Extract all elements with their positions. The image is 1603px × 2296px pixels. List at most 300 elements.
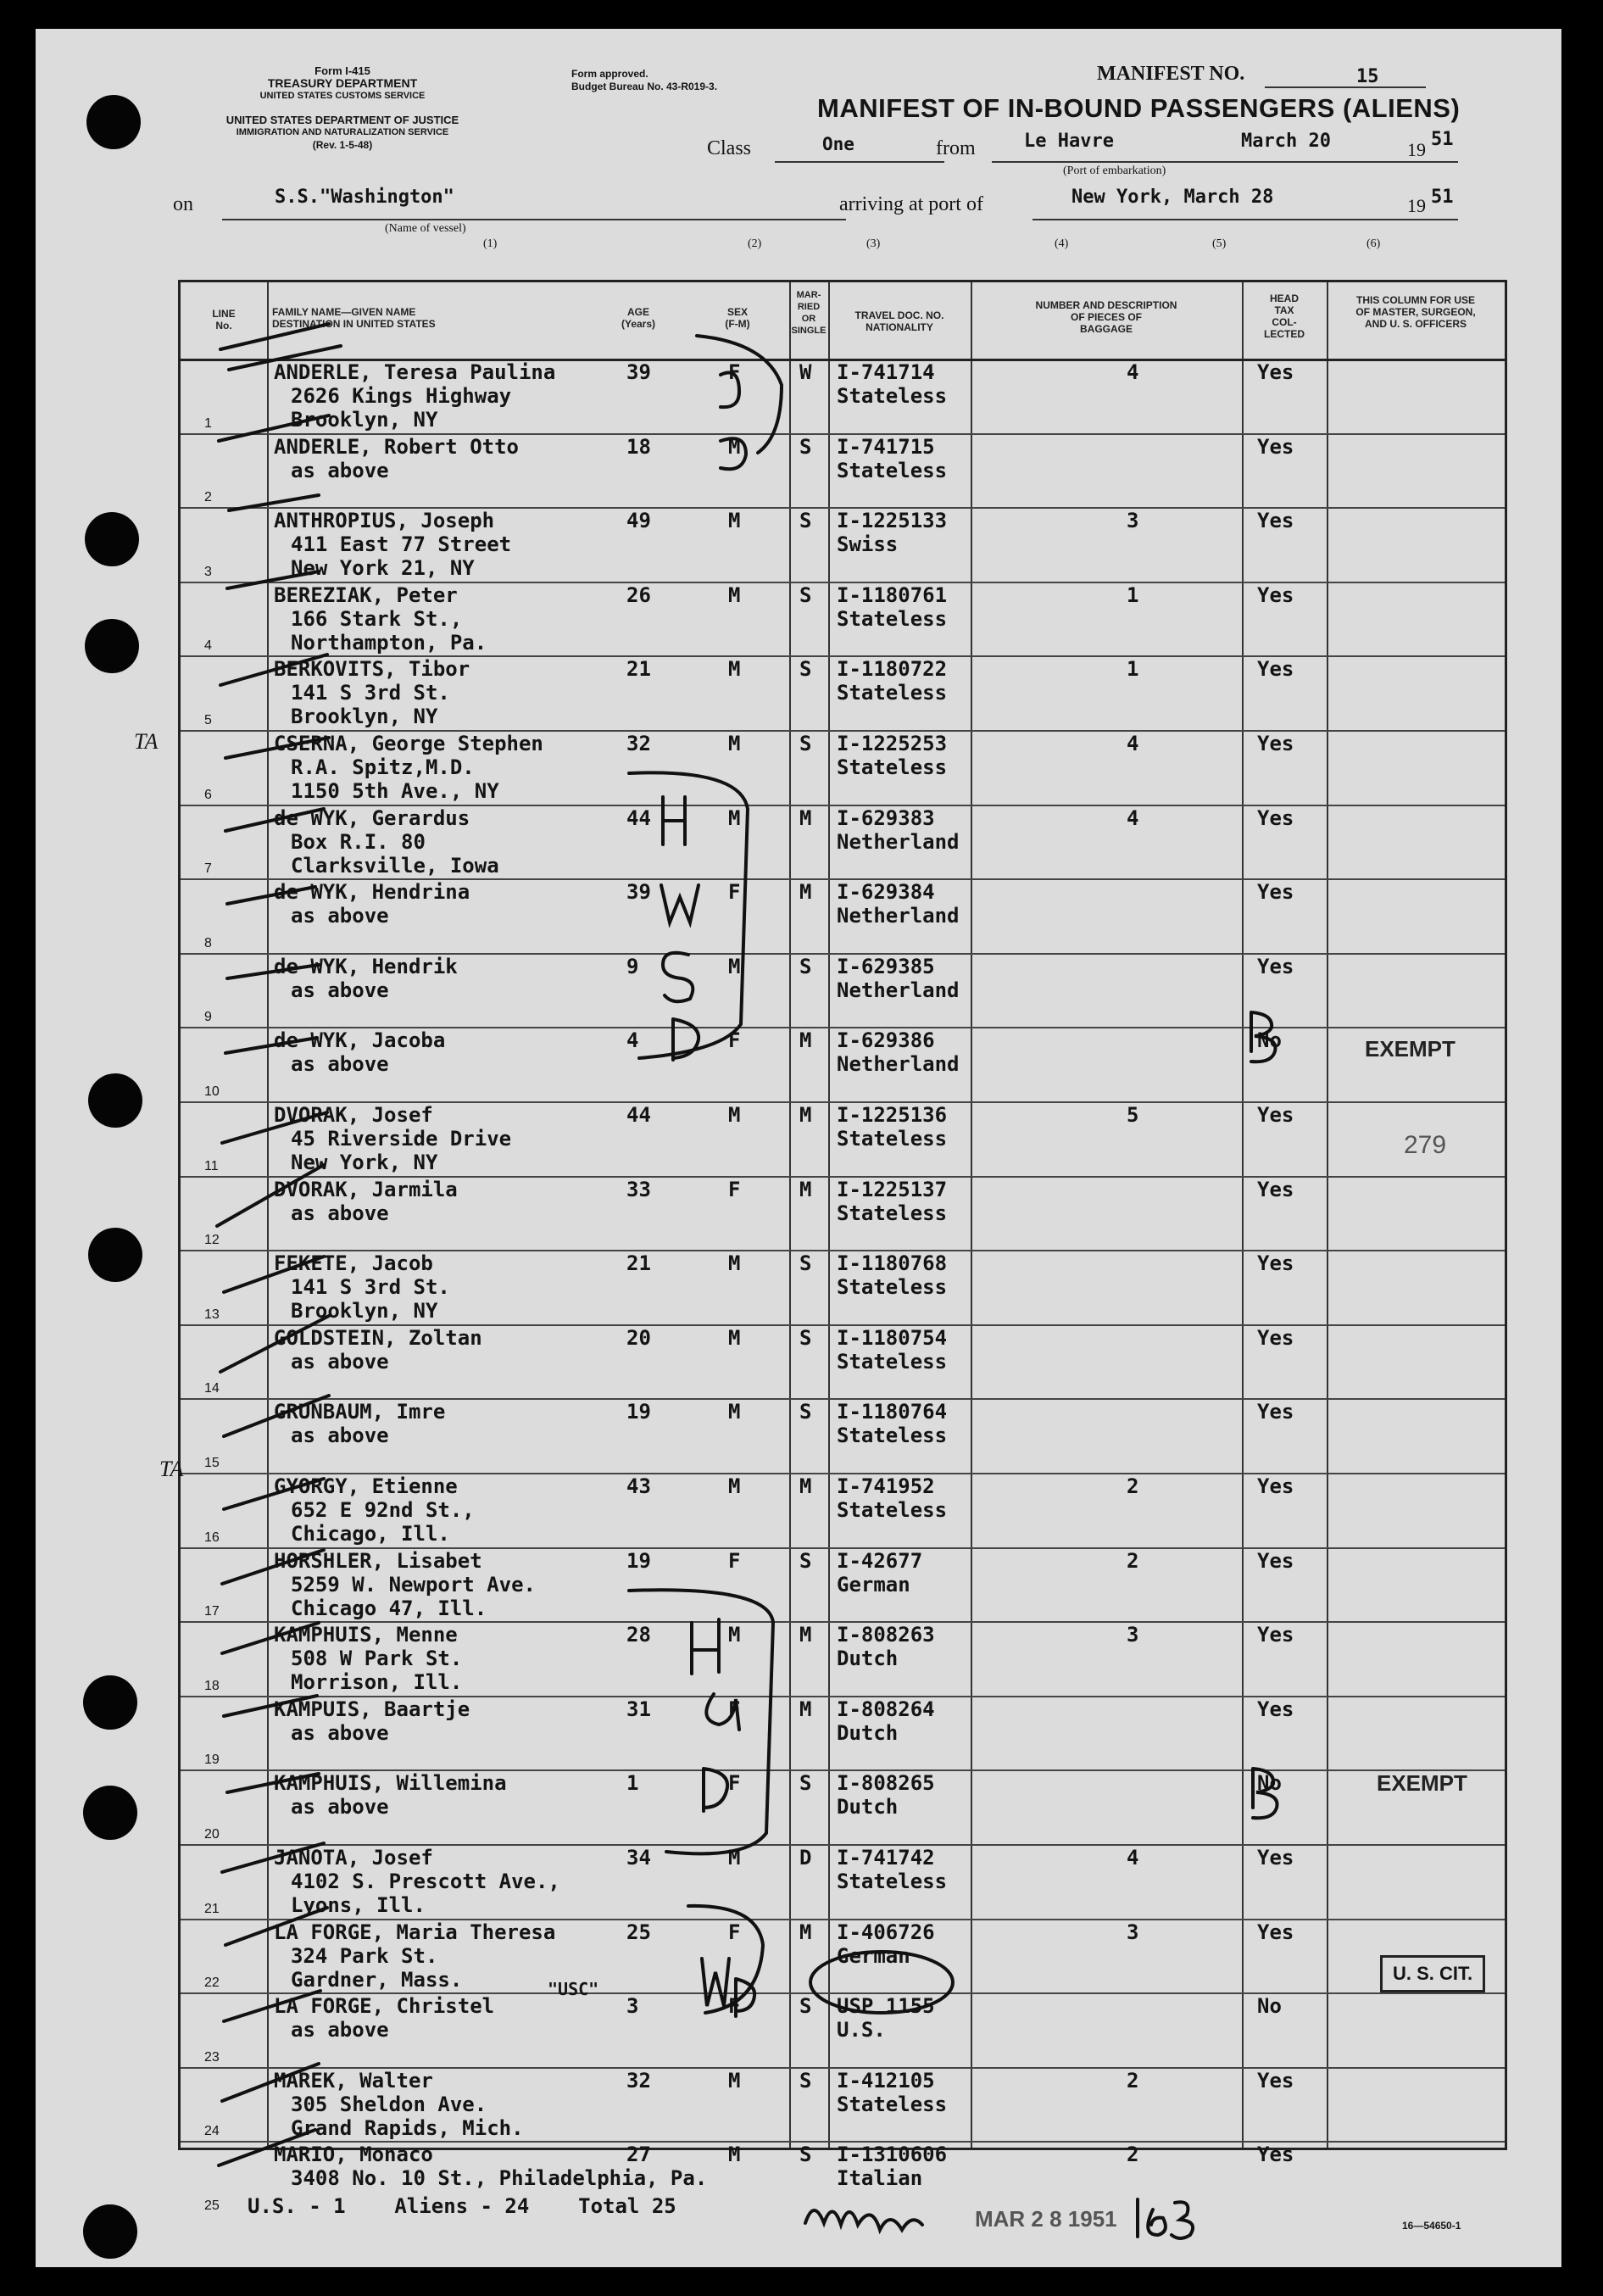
marital-status: S — [799, 1251, 812, 1276]
travel-doc-number: I-1180722 — [837, 657, 948, 682]
table-row — [181, 1769, 1505, 1846]
ins-service: IMMIGRATION AND NATURALIZATION SERVICE — [236, 127, 449, 137]
table-row — [181, 1547, 1505, 1624]
baggage-count: 4 — [1127, 805, 1139, 830]
table-row — [181, 1250, 1505, 1326]
marital-status: S — [799, 434, 812, 459]
table-row — [181, 359, 1505, 435]
marital-status: M — [799, 1028, 812, 1053]
travel-doc-number: I-629384 — [837, 880, 935, 905]
age: 27 — [626, 2143, 651, 2167]
baggage-count: 1 — [1127, 582, 1139, 607]
travel-doc-number: I-629386 — [837, 1028, 935, 1053]
travel-doc-number: USP 1155 — [837, 1994, 935, 2019]
destination-line-1: 305 Sheldon Ave. — [291, 2092, 487, 2116]
head-tax: Yes — [1257, 954, 1294, 978]
line-number: 16 — [204, 1530, 220, 1545]
age: 1 — [626, 1771, 639, 1796]
destination-line-2: 1150 5th Ave., NY — [291, 779, 499, 803]
table-row — [181, 1919, 1505, 1995]
revision: (Rev. 1-5-48) — [312, 139, 373, 151]
passenger-name: de WYK, Gerardus — [274, 805, 470, 830]
baggage-count: 4 — [1127, 1846, 1139, 1870]
nationality: Dutch — [837, 1647, 899, 1671]
head-tax: Yes — [1257, 1325, 1294, 1350]
head-tax: Yes — [1257, 805, 1294, 830]
age: 31 — [626, 1697, 651, 1721]
travel-doc-number: I-1225136 — [837, 1103, 948, 1127]
exempt-note-2: EXEMPT — [1377, 1770, 1467, 1796]
header-name: FAMILY NAME—GIVEN NAME DESTINATION IN UNITED STATES — [272, 306, 436, 330]
nationality: Stateless — [837, 1201, 948, 1225]
marital-status: W — [799, 360, 812, 384]
destination-line-1: 166 Stark St., — [291, 606, 463, 631]
form-approved: Form approved. — [571, 68, 648, 80]
table-row — [181, 730, 1505, 806]
sex: M — [728, 1846, 741, 1870]
marital-status: M — [799, 880, 812, 905]
baggage-count: 3 — [1127, 1920, 1139, 1944]
line-number: 10 — [204, 1084, 220, 1099]
line-number: 7 — [204, 861, 212, 877]
line-number: 14 — [204, 1381, 220, 1396]
destination-line-1: as above — [291, 2018, 389, 2042]
header-sex: SEX (F-M) — [725, 306, 750, 330]
nationality: Netherland — [837, 829, 960, 854]
port-caption: (Port of embarkation) — [1063, 164, 1166, 177]
passenger-name: de WYK, Hendrina — [274, 880, 470, 905]
travel-doc-number: I-808264 — [837, 1697, 935, 1721]
header-age: AGE (Years) — [621, 306, 656, 330]
col-num-4: (4) — [1055, 237, 1069, 250]
marital-status: S — [799, 1548, 812, 1573]
sex: M — [728, 2068, 741, 2093]
destination-line-1: as above — [291, 458, 389, 482]
passenger-name: de WYK, Hendrik — [274, 954, 458, 978]
nationality: Stateless — [837, 1498, 948, 1522]
nationality: Swiss — [837, 532, 899, 557]
nationality: Stateless — [837, 1275, 948, 1300]
sex: F — [728, 1697, 741, 1721]
class-label: Class — [707, 137, 752, 159]
baggage-count: 4 — [1127, 732, 1139, 755]
nationality: Stateless — [837, 458, 948, 482]
sex: M — [728, 805, 741, 830]
age: 20 — [626, 1325, 651, 1350]
baggage-count: 2 — [1127, 2143, 1139, 2167]
passenger-name: FEKETE, Jacob — [274, 1251, 433, 1276]
port-of-embarkation: Le Havre — [1024, 131, 1114, 152]
arrival-year-prefix: 19 — [1407, 195, 1426, 216]
nationality: Netherland — [837, 904, 960, 928]
marital-status: M — [799, 1623, 812, 1647]
line-number: 23 — [204, 2049, 220, 2065]
marital-status: S — [799, 1325, 812, 1350]
sex: F — [728, 1177, 741, 1201]
passenger-name: ANDERLE, Robert Otto — [274, 434, 519, 459]
baggage-count: 1 — [1127, 657, 1139, 682]
destination-line-2: Morrison, Ill. — [291, 1670, 463, 1695]
sex: M — [728, 954, 741, 978]
col-num-2: (2) — [748, 237, 762, 250]
head-tax: Yes — [1257, 880, 1294, 905]
line-number: 20 — [204, 1826, 220, 1842]
head-tax: Yes — [1257, 732, 1294, 755]
col-num-6: (6) — [1366, 237, 1381, 250]
treasury-dept: TREASURY DEPARTMENT — [267, 76, 418, 90]
customs-service: UNITED STATES CUSTOMS SERVICE — [259, 91, 426, 101]
sex: F — [728, 1771, 741, 1796]
table-row — [181, 1621, 1505, 1697]
line-number: 21 — [204, 1901, 220, 1916]
baggage-count: 3 — [1127, 509, 1139, 533]
head-tax: Yes — [1257, 1548, 1294, 1573]
travel-doc-number: I-42677 — [837, 1548, 923, 1573]
age: 39 — [626, 880, 651, 905]
on-label: on — [173, 193, 193, 215]
sex: M — [728, 1251, 741, 1276]
punch-hole-1 — [86, 95, 141, 149]
marital-status: S — [799, 1400, 812, 1424]
table-row — [181, 953, 1505, 1029]
travel-doc-number: I-406726 — [837, 1920, 935, 1944]
line-number: 1 — [204, 415, 212, 431]
sex: F — [728, 1920, 741, 1944]
travel-doc-number: I-1225137 — [837, 1177, 948, 1201]
travel-doc-number: I-1180764 — [837, 1400, 948, 1424]
passenger-name: BEREZIAK, Peter — [274, 582, 458, 607]
destination-line-1: 45 Riverside Drive — [291, 1127, 512, 1151]
passenger-name: ANTHROPIUS, Joseph — [274, 509, 495, 533]
head-tax: No — [1257, 1028, 1282, 1053]
head-tax: No — [1257, 1994, 1282, 2019]
age: 44 — [626, 805, 651, 830]
table-row — [181, 1473, 1505, 1549]
passenger-name: de WYK, Jacoba — [274, 1028, 446, 1053]
ta-mark-1: TA — [134, 729, 159, 754]
sex: M — [728, 1103, 741, 1127]
footer-summary: U.S. - 1 Aliens - 24 Total 25 — [248, 2194, 676, 2218]
travel-doc-number: I-741715 — [837, 434, 935, 459]
budget-bureau: Budget Bureau No. 43-R019-3. — [571, 81, 718, 92]
vessel-name: S.S."Washington" — [275, 187, 454, 208]
line-number: 25 — [204, 2198, 220, 2213]
destination-line-1: as above — [291, 1201, 389, 1225]
destination-line-2: Brooklyn, NY — [291, 705, 438, 729]
destination-line-1: as above — [291, 1424, 389, 1448]
head-tax: Yes — [1257, 1251, 1294, 1276]
table-row — [181, 805, 1505, 881]
destination-line-2: Clarksville, Iowa — [291, 853, 499, 878]
age: 21 — [626, 657, 651, 682]
arriving-label: arriving at port of — [839, 193, 983, 215]
form-code: 16—54650-1 — [1402, 2220, 1461, 2232]
passenger-name: GRUNBAUM, Imre — [274, 1400, 446, 1424]
destination-line-2: New York, NY — [291, 1151, 438, 1174]
passenger-name: BERKOVITS, Tibor — [274, 657, 470, 682]
destination-line-2: Lyons, Ill. — [291, 1893, 426, 1917]
line-number: 22 — [204, 1976, 220, 1991]
destination-line-2: Grand Rapids, Mich. — [291, 2115, 524, 2140]
passenger-name: MARIO, Monaco — [274, 2143, 433, 2167]
destination-line-1: 4102 S. Prescott Ave., — [291, 1870, 560, 1893]
travel-doc-number: I-741952 — [837, 1474, 935, 1498]
head-tax: Yes — [1257, 2143, 1294, 2167]
marital-status: S — [799, 732, 812, 755]
age: 18 — [626, 434, 651, 459]
class-value: One — [822, 134, 854, 154]
marital-status: S — [799, 582, 812, 607]
sex: M — [728, 1474, 741, 1498]
travel-doc-number: I-629383 — [837, 805, 935, 830]
passenger-name: LA FORGE, Christel — [274, 1994, 495, 2019]
nationality: U.S. — [837, 2018, 886, 2042]
sex: M — [728, 582, 741, 607]
line-number: 11 — [204, 1158, 219, 1173]
age: 28 — [626, 1623, 651, 1647]
head-tax: Yes — [1257, 1697, 1294, 1721]
us-citizen-stamp: U. S. CIT. — [1380, 1955, 1485, 1992]
travel-doc-number: I-1180754 — [837, 1325, 948, 1350]
travel-doc-number: I-808265 — [837, 1771, 935, 1796]
destination-line-2: New York 21, NY — [291, 556, 475, 581]
table-row — [181, 1844, 1505, 1920]
nationality: Stateless — [837, 1349, 948, 1374]
table-row — [181, 433, 1505, 510]
punch-hole-6 — [83, 1675, 137, 1730]
passenger-name: GOLDSTEIN, Zoltan — [274, 1325, 482, 1350]
sex: M — [728, 2143, 741, 2167]
nationality: Stateless — [837, 2092, 948, 2116]
line-number: 8 — [204, 935, 212, 950]
passenger-name: KAMPHUIS, Willemina — [274, 1771, 507, 1796]
punch-hole-7 — [83, 1786, 137, 1840]
punch-hole-4 — [88, 1073, 142, 1128]
punch-hole-3 — [85, 619, 139, 673]
destination-line-1: as above — [291, 978, 389, 1002]
destination-line-1: Box R.I. 80 — [291, 829, 426, 854]
age: 33 — [626, 1177, 651, 1201]
nationality: Italian — [837, 2166, 923, 2191]
table-row — [181, 1176, 1505, 1252]
sex: F — [728, 360, 741, 384]
marital-status: M — [799, 1697, 812, 1721]
destination-line-1: 652 E 92nd St., — [291, 1498, 475, 1522]
nationality: Stateless — [837, 1127, 948, 1151]
ta-mark-2: TA — [159, 1457, 184, 1481]
exempt-note-1: EXEMPT — [1365, 1036, 1456, 1062]
travel-doc-number: I-1310606 — [837, 2143, 948, 2167]
sex: M — [728, 1400, 741, 1424]
table-row — [181, 655, 1505, 732]
sex: F — [728, 1548, 741, 1573]
arrival-year: 51 — [1431, 187, 1454, 208]
nationality: Netherland — [837, 978, 960, 1002]
head-tax: Yes — [1257, 360, 1294, 384]
travel-doc-number: I-741742 — [837, 1846, 935, 1870]
header-travel-doc: TRAVEL DOC. NO. NATIONALITY — [854, 309, 944, 333]
nationality: Stateless — [837, 1424, 948, 1448]
travel-doc-number: I-808263 — [837, 1623, 935, 1647]
baggage-count: 2 — [1127, 1548, 1139, 1573]
baggage-count: 2 — [1127, 2068, 1139, 2093]
destination-line-2: Chicago 47, Ill. — [291, 1596, 487, 1620]
travel-doc-number: I-741714 — [837, 360, 935, 384]
sex: M — [728, 657, 741, 682]
nationality: German — [837, 1572, 910, 1597]
age: 26 — [626, 582, 651, 607]
form-number: Form I-415 — [314, 64, 370, 77]
manifest-label: MANIFEST NO. — [1097, 63, 1245, 85]
head-tax: Yes — [1257, 582, 1294, 607]
passenger-name: CSERNA, George Stephen — [274, 732, 543, 755]
table-row — [181, 1101, 1505, 1178]
baggage-count: 3 — [1127, 1623, 1139, 1647]
year-value: 51 — [1431, 129, 1454, 150]
table-row — [181, 878, 1505, 955]
sex: M — [728, 509, 741, 533]
destination-line-2: Brooklyn, NY — [291, 1299, 438, 1324]
age: 39 — [626, 360, 651, 384]
baggage-count: 5 — [1127, 1103, 1139, 1127]
header-officers: THIS COLUMN FOR USE OF MASTER, SURGEON, AND U. S. OFFICERS — [1355, 294, 1476, 330]
destination-line-1: as above — [291, 1720, 389, 1745]
destination-line-1: as above — [291, 1795, 389, 1820]
nationality: Stateless — [837, 755, 948, 779]
marital-status: S — [799, 2068, 812, 2093]
table-row — [181, 1398, 1505, 1474]
destination-line-1: 141 S 3rd St. — [291, 681, 450, 705]
punch-hole-2 — [85, 512, 139, 566]
manifest-title: MANIFEST OF IN-BOUND PASSENGERS (ALIENS) — [817, 93, 1461, 123]
age: 32 — [626, 732, 651, 755]
arrival-port-date: New York, March 28 — [1071, 187, 1274, 208]
nationality: Stateless — [837, 384, 948, 408]
vessel-caption: (Name of vessel) — [385, 222, 466, 235]
header-head-tax: HEAD TAX COL- LECTED — [1264, 293, 1305, 340]
header-baggage: NUMBER AND DESCRIPTION OF PIECES OF BAGGAGE — [1035, 299, 1177, 335]
marital-status: M — [799, 805, 812, 830]
marital-status: S — [799, 509, 812, 533]
travel-doc-number: I-1225253 — [837, 732, 948, 755]
passenger-name: KAMPUIS, Baartje — [274, 1697, 470, 1721]
line-number: 4 — [204, 638, 212, 654]
head-tax: Yes — [1257, 2068, 1294, 2093]
line-number: 13 — [204, 1307, 220, 1322]
destination-line-2: Northampton, Pa. — [291, 630, 487, 655]
nationality: German — [837, 1943, 910, 1968]
baggage-count: 2 — [1127, 1474, 1139, 1498]
table-row — [181, 1027, 1505, 1103]
destination-line-2: Brooklyn, NY — [291, 408, 438, 432]
destination-line-1: 3408 No. 10 St., Philadelphia, Pa. — [291, 2166, 708, 2191]
table-row — [181, 1696, 1505, 1772]
sex: M — [728, 732, 741, 755]
sex: F — [728, 880, 741, 905]
col-num-1: (1) — [483, 237, 498, 250]
passenger-name: KAMPHUIS, Menne — [274, 1623, 458, 1647]
head-tax: Yes — [1257, 657, 1294, 682]
head-tax: Yes — [1257, 1474, 1294, 1498]
marital-status: S — [799, 1994, 812, 2019]
head-tax: Yes — [1257, 1177, 1294, 1201]
age: 19 — [626, 1548, 651, 1573]
destination-line-1: 324 Park St. — [291, 1943, 438, 1968]
head-tax: Yes — [1257, 1920, 1294, 1944]
destination-line-2: Chicago, Ill. — [291, 1522, 450, 1546]
departure-date: March 20 — [1241, 131, 1331, 152]
age: 3 — [626, 1994, 639, 2019]
travel-doc-number: I-1225133 — [837, 509, 948, 533]
destination-line-1: as above — [291, 904, 389, 928]
line-number: 3 — [204, 564, 212, 579]
punch-hole-5 — [88, 1228, 142, 1282]
head-tax: Yes — [1257, 1400, 1294, 1424]
passenger-name: LA FORGE, Maria Theresa — [274, 1920, 556, 1944]
passenger-name: JANOTA, Josef — [274, 1846, 433, 1870]
travel-doc-number: I-1180768 — [837, 1251, 948, 1276]
line-number: 18 — [204, 1678, 220, 1693]
head-tax: Yes — [1257, 434, 1294, 459]
travel-doc-number: I-412105 — [837, 2068, 935, 2093]
passenger-name: HORSHLER, Lisabet — [274, 1548, 482, 1573]
sex: F — [728, 1994, 741, 2019]
nationality: Dutch — [837, 1795, 899, 1820]
nationality: Netherland — [837, 1052, 960, 1077]
head-tax: Yes — [1257, 1623, 1294, 1647]
year-prefix: 19 — [1407, 139, 1426, 160]
destination-line-1: R.A. Spitz,M.D. — [291, 755, 475, 779]
table-header — [181, 282, 1505, 361]
head-tax: No — [1257, 1771, 1282, 1796]
date-stamp: MAR 2 8 1951 — [975, 2206, 1117, 2232]
destination-line-1: 5259 W. Newport Ave. — [291, 1572, 536, 1597]
passenger-name: DVORAK, Josef — [274, 1103, 433, 1127]
destination-line-1: 2626 Kings Highway — [291, 384, 512, 408]
marital-status: M — [799, 1177, 812, 1201]
age: 34 — [626, 1846, 651, 1870]
table-row — [181, 582, 1505, 658]
marital-status: S — [799, 954, 812, 978]
marital-status: S — [799, 657, 812, 682]
baggage-count: 4 — [1127, 360, 1139, 384]
destination-line-1: 508 W Park St. — [291, 1647, 463, 1671]
line-number: 9 — [204, 1010, 212, 1025]
table-row — [181, 1992, 1505, 2069]
passenger-name: MAREK, Walter — [274, 2068, 433, 2093]
destination-line-1: as above — [291, 1349, 389, 1374]
marital-status: S — [799, 1771, 812, 1796]
line-number: 12 — [204, 1233, 220, 1248]
passenger-name: ANDERLE, Teresa Paulina — [274, 360, 556, 384]
nationality: Stateless — [837, 681, 948, 705]
passenger-name: GYORGY, Etienne — [274, 1474, 458, 1498]
age: 44 — [626, 1103, 651, 1127]
destination-line-1: 411 East 77 Street — [291, 532, 512, 557]
marital-status: M — [799, 1474, 812, 1498]
head-tax: Yes — [1257, 509, 1294, 533]
age: 32 — [626, 2068, 651, 2093]
line-number: 15 — [204, 1455, 220, 1470]
line-number: 5 — [204, 712, 212, 727]
from-label: from — [936, 137, 976, 159]
department-of-justice: UNITED STATES DEPARTMENT OF JUSTICE — [225, 114, 459, 126]
table-row — [181, 2067, 1505, 2143]
destination-line-1: 141 S 3rd St. — [291, 1275, 450, 1300]
sex: M — [728, 1325, 741, 1350]
age: 49 — [626, 509, 651, 533]
age: 4 — [626, 1028, 639, 1053]
